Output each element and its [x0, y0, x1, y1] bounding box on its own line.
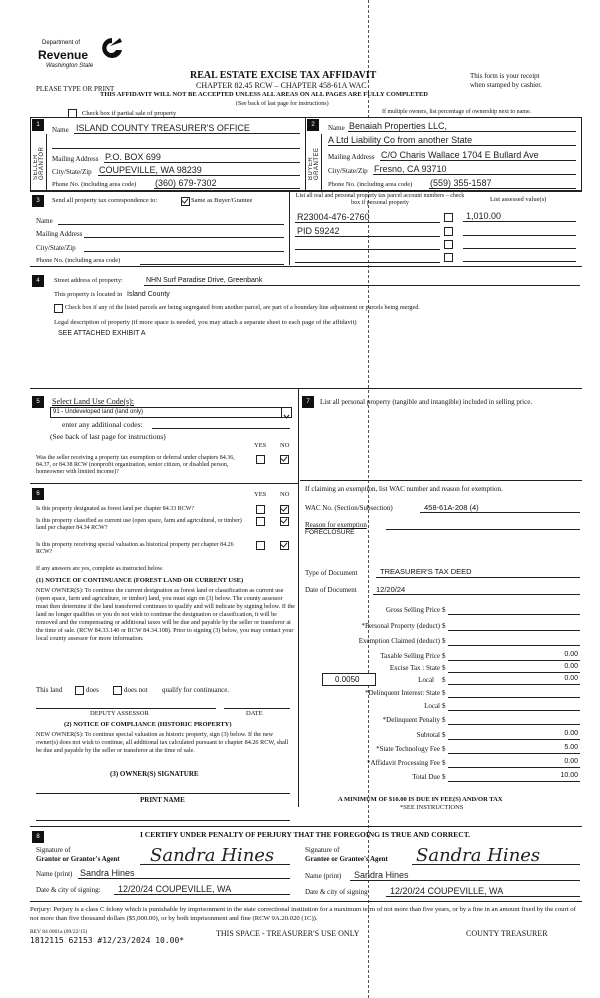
qualify-label: qualify for continuance. [162, 686, 230, 694]
section-1-number: 1 [32, 119, 44, 131]
doc-type-line [376, 577, 580, 578]
partial-sale-label: Check box if partial sale of property [82, 110, 177, 117]
fee-dollar-sign: $ [442, 716, 446, 724]
grantee-name-line [350, 880, 580, 881]
seller-name-value: ISLAND COUNTY TREASURER'S OFFICE [76, 123, 250, 133]
segregated-checkbox[interactable] [54, 304, 63, 313]
fee-label: Total Due [412, 773, 440, 781]
form-number: REV 84 0001a (09/22/15) [30, 929, 88, 935]
fee-line [448, 710, 580, 711]
dept-state: Washington State [46, 63, 94, 69]
fee-label: Excise Tax : State [389, 664, 440, 672]
buyer-phone-value: (559) 355-1587 [430, 178, 492, 188]
buyer-mailing-line [380, 160, 576, 161]
fee-dollar-sign: $ [442, 702, 446, 710]
left-right-divider [298, 389, 299, 807]
fee-dollar-sign: $ [442, 773, 446, 781]
section-8-number: 8 [32, 831, 44, 843]
fee-label: *Affidavit Processing Fee [367, 759, 440, 767]
fee-dollar-sign: $ [442, 689, 446, 697]
parcel-4-personal-checkbox[interactable] [444, 253, 453, 262]
personal-property-label: List all personal property (tangible and intangible) included in selling price. [320, 398, 533, 406]
s3-mailing-label: Mailing Address [36, 230, 83, 238]
fee-row [310, 636, 580, 647]
seller-name-line-2 [52, 148, 300, 149]
buyer-phone-line [429, 188, 576, 189]
personal-property-bottom [300, 480, 582, 481]
forest-question: Is this property designated as forest land per chapter 84.33 RCW? [36, 506, 195, 512]
reason-label: Reason for exemption [305, 521, 367, 529]
see-instructions-note: *SEE INSTRUCTIONS [400, 804, 464, 811]
fee-label: Local [418, 676, 434, 684]
fee-row [310, 730, 580, 741]
fee-line [448, 739, 580, 740]
same-as-buyer-label: Same as Buyer/Grantee [191, 197, 253, 204]
seller-mailing-value: P.O. BOX 699 [105, 152, 161, 162]
print-name-line [36, 820, 290, 821]
section8-bottom [30, 901, 582, 902]
current-use-question: Is this property classified as current use (open space, farm and agricultural, or timber) land per chapter 84.34 RCW? [36, 518, 242, 532]
forest-yes-checkbox[interactable] [256, 505, 265, 514]
perjury-note: Perjury: Perjury is a class C felony which is punishable by imprisonment in the state correctional institution for a maximum term of not more than five years, or by a fine in an amount fixed by the court of not more than five thousand dollars ($5,000.00), or by both imprisonment and fine (RCW 9A.20.020 (1C)). [30, 906, 576, 922]
land-does-checkbox[interactable] [75, 686, 84, 695]
fee-line [448, 753, 580, 754]
grantee-date-value: 12/20/24 COUPEVILLE, WA [390, 886, 504, 896]
assessed-line-4 [463, 261, 576, 262]
land-use-select[interactable] [50, 407, 292, 418]
parcel-line-4 [295, 262, 440, 263]
s5-yes-header: YES [254, 442, 267, 449]
buyer-city-label: City/State/Zip [328, 167, 368, 175]
fee-line [448, 672, 580, 673]
fee-label: Taxable Selling Price [380, 652, 440, 660]
exemption-no-checkbox[interactable] [280, 455, 289, 464]
if-yes-note: If any answers are yes, complete as instructed below. [36, 566, 164, 572]
land-does-not-label: does not [124, 686, 148, 694]
parcel-line-2 [295, 236, 440, 237]
seller-name-line [74, 133, 300, 134]
fee-value[interactable]: 5.00 [564, 744, 578, 751]
buyer-name-line [348, 131, 576, 132]
buyer-city-value: Fresno, CA 93710 [374, 164, 447, 174]
located-label: This property is located in [54, 291, 123, 298]
buyer-mailing-label: Mailing Address [328, 153, 375, 161]
revenue-logo-icon [100, 36, 124, 62]
buyer-phone-label: Phone No. (including area code) [328, 181, 413, 188]
wac-label: WAC No. (Section/Subsection) [305, 504, 393, 512]
parcel-3-personal-checkbox[interactable] [444, 240, 453, 249]
parcel-1: R23004-476-2760 [297, 212, 370, 222]
reason-line [386, 529, 580, 530]
current-use-no-checkbox[interactable] [280, 517, 289, 526]
fee-value[interactable]: 0.00 [564, 730, 578, 737]
fee-label: *Delinquent Penalty [382, 716, 440, 724]
section-3-number: 3 [32, 195, 44, 207]
parcel-line-1 [295, 222, 440, 223]
s5-no-header: NO [280, 442, 290, 449]
deputy-assessor-label: DEPUTY ASSESSOR [90, 710, 149, 717]
multiple-owners-note: If multiple owners, list percentage of ownership next to name. [382, 109, 532, 115]
county-treasurer-label: COUNTY TREASURER [466, 929, 548, 938]
revenue-logo [38, 36, 128, 76]
fee-label: *State Technology Fee [376, 745, 440, 753]
owner-signature-label: (3) OWNER(S) SIGNATURE [110, 770, 199, 778]
fee-dollar-sign: $ [442, 606, 446, 614]
assessed-1: 1,010.00 [466, 211, 502, 221]
parcel-1-personal-checkbox[interactable] [444, 213, 453, 222]
seller-city-value: COUPEVILLE, WA 98239 [99, 165, 202, 175]
grantor-date-label: Date & city of signing: [36, 886, 101, 894]
fee-row [310, 715, 580, 726]
grantee-date-line [386, 896, 580, 897]
s3-phone-line [140, 264, 284, 265]
buyer-mailing-value: C/O Charis Wallace 1704 E Bullard Ave [381, 150, 539, 160]
exemption-question: Was the seller receiving a property tax exemption or deferral under chapters 84.36, 84.37, or 84.38 RCW (nonprofit organization, senior citizen, or disabled person, homeowner with limited income)? [36, 455, 235, 476]
additional-codes-line [152, 428, 290, 429]
seller-phone-line [154, 188, 300, 189]
parcel-2: PID 59242 [297, 226, 340, 236]
assessed-line-2 [463, 235, 576, 236]
notice-continuance-title: (1) NOTICE OF CONTINUANCE (FOREST LAND OR CURRENT USE) [36, 577, 244, 584]
fee-line [448, 684, 580, 685]
chevron-down-icon[interactable] [281, 408, 291, 417]
fee-label: Subtotal [416, 731, 440, 739]
fee-label: *Delinquent Interest: State [364, 689, 440, 697]
section-7-number: 7 [302, 396, 314, 408]
fee-label: Local [424, 702, 440, 710]
this-land-label: This land [36, 686, 63, 694]
section-5-number: 5 [32, 396, 44, 408]
grantee-name-value: Sandra Hines [354, 870, 409, 880]
buyer-side-divider [321, 134, 322, 190]
s6-yes-header: YES [254, 491, 267, 498]
cashier-stamp: 1812115 62153 #12/23/2024 10.00* [30, 936, 185, 945]
fee-line [448, 660, 580, 661]
fee-value[interactable]: 0.00 [564, 651, 578, 658]
buyer-name-value-2: A Ltd Liability Co from another State [328, 135, 473, 145]
buyer-name-label: Name [328, 124, 345, 132]
assessed-line-3 [463, 248, 576, 249]
buyer-city-line [373, 174, 576, 175]
print-name-label: PRINT NAME [140, 796, 185, 804]
minimum-due-note: A MINIMUM OF $10.00 IS DUE IN FEE(S) AND/OR TAX [338, 796, 503, 803]
fee-dollar-sign: $ [442, 622, 446, 630]
historic-no-checkbox[interactable] [280, 541, 289, 550]
notice-compliance-body: NEW OWNER(S): To continue special valuation as historic property, sign (3) below. If the new owner(s) does not wish to continue, all additional tax calculated pursuant to chapter 84.26 RCW, shall be due and payable by the seller or transferor at the time of sale. [36, 731, 289, 754]
exemption-yes-checkbox[interactable] [256, 455, 265, 464]
fee-value[interactable]: 10.00 [560, 772, 578, 779]
fee-row [310, 605, 580, 616]
seller-side-label: SELLER GRANTOR [33, 146, 45, 180]
segregated-label: Check box if any of the listed parcels are being segregated from another parcel, are part of a boundary line adjustment or parcels being merged. [65, 304, 420, 311]
form-chapters: CHAPTER 82.45 RCW – CHAPTER 458-61A WAC [196, 81, 367, 90]
grantee-sig-line [412, 864, 580, 865]
fee-line [448, 645, 580, 646]
s3-city-line [84, 251, 284, 252]
seller-phone-value: (360) 679-7302 [155, 178, 217, 188]
fee-row [310, 772, 580, 783]
forest-no-checkbox[interactable] [280, 505, 289, 514]
fee-label: Exemption Claimed (deduct) [358, 637, 440, 645]
receipt-note-2: when stamped by cashier. [470, 81, 542, 89]
local-rate-box[interactable] [322, 673, 376, 686]
fee-line [448, 697, 580, 698]
s3-name-label: Name [36, 217, 53, 225]
fee-row [310, 621, 580, 632]
land-does-not-checkbox[interactable] [113, 686, 122, 695]
historic-yes-checkbox[interactable] [256, 541, 265, 550]
buyer-name-line-2 [328, 145, 576, 146]
fee-line [448, 767, 580, 768]
dept-line1: Department of [42, 40, 81, 46]
fee-label: Gross Selling Price [385, 606, 440, 614]
historic-question: Is this property receiving special valuation as historical property per chapter 84.26 RCW? [36, 542, 234, 556]
parcel-line-3 [295, 249, 440, 250]
fee-dollar-sign: $ [442, 745, 446, 753]
grantee-date-label: Date & city of signing [305, 888, 368, 896]
section5-bottom [30, 483, 298, 484]
located-value: Island County [127, 291, 170, 298]
treasurer-use-label: THIS SPACE - TREASURER'S USE ONLY [216, 929, 360, 938]
section4-bottom [30, 388, 582, 389]
s3-city-label: City/State/Zip [36, 244, 76, 252]
section-4-number: 4 [32, 275, 44, 287]
parties-divider [305, 117, 306, 191]
assessed-line-1 [463, 221, 576, 222]
s3-name-line [58, 224, 284, 225]
fee-label: *Personal Property (deduct) [361, 622, 440, 630]
grantor-signature: Sandra Hines [150, 845, 275, 866]
certify-statement: I CERTIFY UNDER PENALTY OF PERJURY THAT THE FOREGOING IS TRUE AND CORRECT. [140, 830, 471, 839]
doc-type-value: TREASURER'S TAX DEED [380, 567, 472, 576]
seller-city-label: City/State/Zip [52, 168, 92, 176]
grantor-sig-line [140, 864, 290, 865]
doc-date-value: 12/20/24 [376, 585, 406, 594]
seller-mailing-line [104, 162, 300, 163]
reason-value: FORECLOSURE [305, 529, 355, 536]
deputy-line [36, 708, 216, 709]
fee-line [448, 781, 580, 782]
street-label: Street address of property: [54, 277, 123, 284]
seller-side-divider [46, 134, 47, 190]
street-value: NHN Surf Paradise Drive, Greenbank [146, 277, 263, 284]
grantee-signature: Sandra Hines [416, 845, 541, 866]
deputy-date-label: DATE [246, 710, 263, 717]
legal-value: SEE ATTACHED EXHIBIT A [58, 330, 146, 337]
doc-date-label: Date of Document [305, 586, 357, 594]
grantor-sig-label-1: Signature of [36, 846, 71, 854]
fee-dollar-sign: $ [442, 652, 446, 660]
same-as-buyer-checkbox[interactable] [181, 197, 190, 206]
fee-dollar-sign: $ [442, 731, 446, 739]
notice-continuance-body: NEW OWNER(S): To continue the current designation as forest land or classification as current use (open space, farm and agriculture, or timber) land, you must sign on (3) below. The county assessor must then determine if the land transferred continues to qualify and will indicate by signing below. If the land no longer qualifies or you do not wish to continue the designation or classification, it will be removed and the compensating or additional taxes will be due and payable by the seller or transferor at the time of sale. (RCW 84.33.140 or RCW 84.34.108). Prior to signing (3) below, you may contact your local county assessor for more information. [36, 587, 296, 642]
see-back-header: (See back of last page for instructions) [236, 101, 329, 107]
fee-dollar-sign: $ [442, 664, 446, 672]
grantor-name-line [78, 878, 290, 879]
exemption-claim-label: If claiming an exemption, list WAC number and reason for exemption. [305, 485, 503, 493]
parties-bottom [30, 190, 582, 191]
seller-city-line [98, 175, 300, 176]
fee-value[interactable]: 0.00 [564, 663, 578, 670]
grantor-name-label: Name (print) [36, 870, 73, 878]
street-line [144, 285, 580, 286]
land-does-label: does [86, 686, 99, 694]
seller-name-label: Name [52, 126, 69, 134]
deputy-date-line [224, 708, 290, 709]
grantor-sig-label-2: Grantor or Grantor's Agent [36, 855, 120, 863]
assessed-header: List assessed value(s) [490, 196, 547, 203]
buyer-side-label: BUYER GRANTEE [308, 147, 320, 180]
fee-dollar-sign: $ [442, 759, 446, 767]
dept-revenue: Revenue [38, 48, 89, 62]
grantor-name-value: Sandra Hines [80, 868, 135, 878]
s3-phone-label: Phone No. (including area code) [36, 257, 121, 264]
fee-row [310, 688, 580, 699]
parcel-2-personal-checkbox[interactable] [444, 227, 453, 236]
please-type: PLEASE TYPE OR PRINT [36, 85, 115, 93]
receipt-note-1: This form is your receipt [470, 72, 540, 80]
fee-value[interactable]: 0.00 [564, 758, 578, 765]
grantor-date-value: 12/20/24 COUPEVILLE, WA [118, 884, 232, 894]
seller-mailing-label: Mailing Address [52, 155, 99, 163]
fee-value[interactable]: 0.00 [564, 675, 578, 682]
grantee-name-label: Name (print) [305, 872, 342, 880]
fee-row [310, 701, 580, 712]
seller-phone-label: Phone No. (including area code) [52, 181, 137, 188]
grantee-sig-label-2: Grantee or Grantee's Agent [305, 855, 388, 863]
fee-line [448, 614, 580, 615]
wac-line [420, 512, 580, 513]
additional-codes-label: enter any additional codes: [62, 420, 143, 429]
section-2-number: 2 [307, 119, 319, 131]
s5-see-back: (See back of last page for instructions) [50, 432, 166, 441]
wac-value: 458-61A-208 (4) [424, 503, 479, 512]
buyer-name-value-1: Benaiah Properties LLC, [349, 121, 448, 131]
notice-compliance-title: (2) NOTICE OF COMPLIANCE (HISTORIC PROPERTY) [64, 721, 232, 728]
section8-top [30, 826, 582, 827]
fee-line [448, 724, 580, 725]
grantee-sig-label-1: Signature of [305, 846, 340, 854]
land-use-label: Select Land Use Code(s): [52, 397, 134, 406]
fee-row [310, 758, 580, 769]
doc-type-label: Type of Document [305, 569, 358, 577]
form-title: REAL ESTATE EXCISE TAX AFFIDAVIT [190, 70, 377, 81]
send-correspondence-label: Send all property tax correspondence to: [52, 197, 158, 204]
fee-row [310, 744, 580, 755]
owner-signature-line [36, 793, 290, 794]
grantor-date-line [114, 894, 290, 895]
local-rate-value: 0.0050 [335, 675, 360, 684]
land-use-selected: 91 - Undeveloped land (land only) [53, 409, 144, 415]
fee-dollar-sign: $ [442, 637, 446, 645]
fee-line [448, 630, 580, 631]
s6-no-header: NO [280, 491, 290, 498]
current-use-yes-checkbox[interactable] [256, 517, 265, 526]
s3-mailing-line [84, 237, 284, 238]
section3-bottom [30, 266, 582, 267]
fee-dollar-sign: $ [442, 676, 446, 684]
doc-date-line [373, 594, 580, 595]
form-warning: THIS AFFIDAVIT WILL NOT BE ACCEPTED UNLESS ALL AREAS ON ALL PAGES ARE FULLY COMPLETED [100, 91, 428, 98]
legal-label: Legal description of property (if more space is needed, you may attach a separate sheet to each page of the affidavit) [54, 319, 357, 326]
parcel-header: List all real and personal property tax parcel account numbers – check box if personal property [295, 193, 465, 206]
section3-divider [289, 191, 290, 265]
fee-row [310, 651, 580, 662]
section-6-number: 6 [32, 488, 44, 500]
